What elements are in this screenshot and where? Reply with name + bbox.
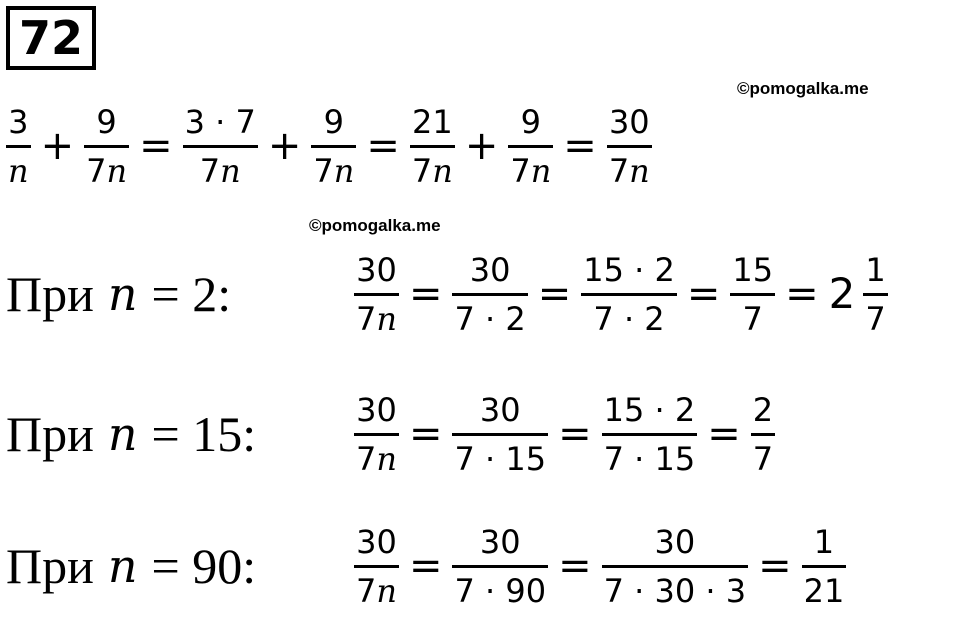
denominator: 7n [356, 299, 397, 338]
fraction [311, 102, 356, 190]
case-n-90 [6, 516, 846, 616]
case-expression [354, 390, 775, 478]
denominator: 7 · 15 [603, 439, 696, 478]
equals-sign: = [366, 123, 400, 169]
denominator: 7 · 15 [454, 439, 547, 478]
task-number: 72 [18, 11, 83, 65]
numerator: 1 [813, 522, 835, 561]
fraction [607, 102, 652, 190]
task-number-box [6, 6, 96, 70]
numerator: 30 [356, 390, 397, 429]
fraction [354, 522, 399, 610]
denominator: 7 [752, 439, 774, 478]
equals-sign: = [408, 411, 443, 457]
fraction [452, 250, 527, 338]
case-word: При [6, 266, 94, 322]
fraction [183, 102, 258, 190]
case-value: = 15: [151, 406, 257, 462]
fraction [730, 250, 775, 338]
numerator: 1 [865, 250, 886, 289]
numerator: 15 [732, 250, 774, 289]
equals-sign: = [686, 271, 721, 317]
numerator: 30 [654, 522, 696, 561]
fraction [508, 102, 553, 190]
case-variable: n [107, 267, 138, 321]
case-variable: n [107, 539, 138, 593]
denominator: n [8, 151, 29, 190]
fraction [602, 522, 748, 610]
equals-sign: = [563, 123, 597, 169]
sum-expression [6, 102, 652, 190]
mixed-whole-part: 2 [828, 269, 856, 318]
case-label [6, 538, 354, 594]
fraction [452, 390, 548, 478]
denominator: 7n [356, 571, 397, 610]
equals-sign: = [707, 411, 741, 457]
denominator: 7n [356, 439, 397, 478]
equals-sign: = [758, 543, 792, 589]
equals-sign: = [558, 411, 592, 457]
numerator: 9 [520, 102, 541, 141]
fraction [751, 390, 775, 478]
fraction [863, 250, 887, 338]
fraction [354, 250, 399, 338]
fraction [6, 102, 31, 190]
case-variable: n [107, 407, 138, 461]
fraction [581, 250, 677, 338]
denominator: 7n [313, 151, 355, 190]
plus-sign: + [464, 123, 499, 169]
numerator: 3 · 7 [184, 102, 256, 141]
watermark-middle: ©pomogalka.me [309, 216, 441, 235]
fraction [410, 102, 455, 190]
case-word: При [6, 538, 94, 594]
numerator: 30 [479, 390, 521, 429]
numerator: 30 [479, 522, 521, 561]
numerator: 3 [8, 102, 29, 141]
equals-sign: = [785, 271, 819, 317]
denominator: 7 · 30 · 3 [603, 571, 747, 610]
denominator: 7n [86, 151, 128, 190]
fraction [602, 390, 698, 478]
denominator: 21 [803, 571, 845, 610]
denominator: 7n [199, 151, 241, 190]
denominator: 7 · 90 [454, 571, 547, 610]
fraction [802, 522, 847, 610]
denominator: 7n [608, 151, 650, 190]
fraction [354, 390, 399, 478]
case-expression [354, 250, 888, 338]
numerator: 21 [411, 102, 453, 141]
denominator: 7 · 2 [454, 299, 526, 338]
denominator: 7 [742, 299, 763, 338]
denominator: 7 · 2 [593, 299, 665, 338]
numerator: 30 [356, 522, 397, 561]
numerator: 2 [752, 390, 774, 429]
case-expression [354, 522, 846, 610]
numerator: 30 [469, 250, 511, 289]
case-label [6, 406, 354, 462]
sum-equation [6, 96, 652, 196]
denominator: 7n [411, 151, 453, 190]
equals-sign: = [408, 271, 443, 317]
numerator: 15 · 2 [603, 390, 696, 429]
denominator: 7 [865, 299, 886, 338]
numerator: 9 [96, 102, 117, 141]
numerator: 9 [323, 102, 345, 141]
equals-sign: = [408, 543, 443, 589]
denominator: 7n [510, 151, 552, 190]
numerator: 30 [608, 102, 650, 141]
plus-sign: + [267, 123, 302, 169]
case-label [6, 266, 354, 322]
numerator: 15 · 2 [583, 250, 675, 289]
numerator: 30 [356, 250, 397, 289]
case-value: = 2: [151, 266, 232, 322]
equals-sign: = [558, 543, 592, 589]
case-n-15 [6, 384, 775, 484]
plus-sign: + [40, 123, 75, 169]
case-n-2 [6, 244, 888, 344]
fraction [452, 522, 548, 610]
case-value: = 90: [151, 538, 257, 594]
case-word: При [6, 406, 94, 462]
equals-sign: = [139, 123, 173, 169]
fraction [84, 102, 129, 190]
equals-sign: = [537, 271, 572, 317]
watermark-top: ©pomogalka.me [737, 79, 869, 98]
